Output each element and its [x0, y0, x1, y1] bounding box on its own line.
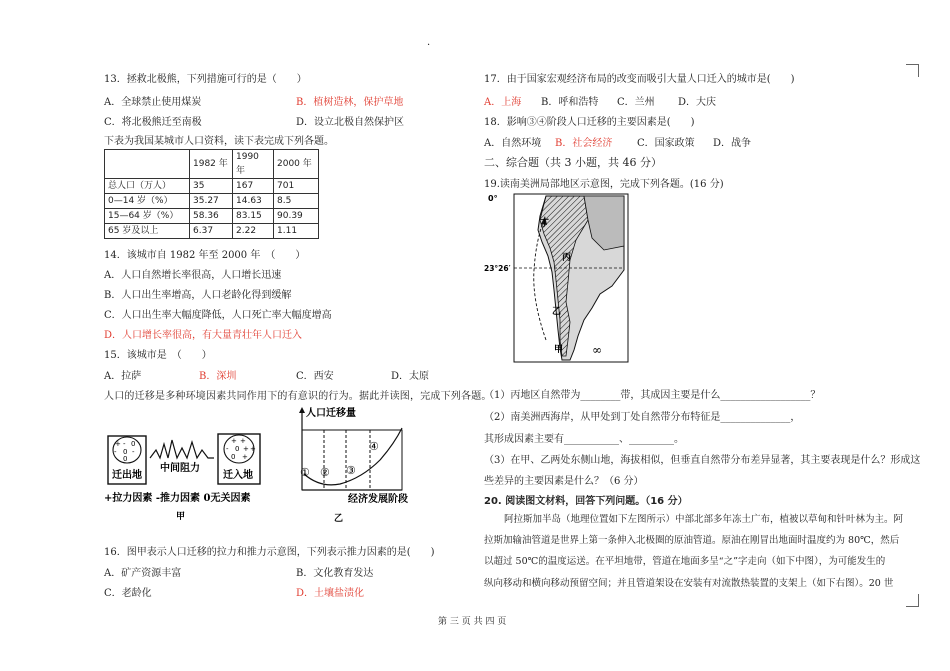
q19-part-3b: 些差异的主要因素是什么？（6 分） [484, 476, 644, 487]
table-intro: 下表为我国某城市人口资料，读下表完成下列各题。 [104, 136, 334, 147]
table-cell: 1.11 [274, 224, 319, 239]
in-sign: 0 [235, 445, 240, 453]
table-cell: 83.15 [233, 209, 274, 224]
fig-yi-caption: 乙 [334, 514, 344, 524]
q13-stem: 13．拯救北极熊，下列措施可行的是（ ） [104, 74, 307, 85]
q14-option-c[interactable]: C．人口出生率大幅度降低，人口死亡率大幅度增高 [104, 310, 332, 321]
out-sign: 0 [123, 455, 128, 463]
table-cell: 58.36 [190, 209, 233, 224]
out-sign: - [114, 448, 117, 456]
q16-stem: 16．图甲表示人口迁移的拉力和推力示意图，下列表示推力因素的是( ) [104, 547, 435, 558]
page-footer: 第 三 页 共 四 页 [438, 617, 507, 627]
q20-line-2: 拉斯加输油管道是世界上第一条伸入北极圈的原油管道。原油在刚冒出地面时温度约为 80℃，然后 [484, 535, 900, 546]
table-row [105, 194, 319, 209]
q17-option-b[interactable]: B．呼和浩特 [541, 97, 599, 108]
in-sign: + [243, 445, 249, 453]
label-bing: 丙 [562, 253, 572, 263]
q18-option-d[interactable]: D．战争 [713, 138, 752, 149]
in-sign: + [231, 437, 237, 445]
table-header-cell: 2000 年 [274, 150, 319, 179]
q15-option-b[interactable]: B．深圳 [199, 371, 237, 382]
fig-yi-xlabel: 经济发展阶段 [348, 494, 408, 505]
table-header-cell [105, 150, 190, 179]
table-cell: 8.5 [274, 194, 319, 209]
stage-label: ④ [369, 440, 379, 453]
out-area-label: 迁出地 [112, 470, 142, 481]
q17-option-c[interactable]: C．兰州 [617, 97, 655, 108]
q18-stem: 18．影响③④阶段人口迁移的主要因素是( ) [484, 117, 695, 128]
plot-frame [302, 430, 402, 490]
stage-label: ① [300, 466, 310, 479]
q17-option-a[interactable]: A．上海 [484, 97, 522, 108]
q16-option-c[interactable]: C．老龄化 [104, 588, 152, 599]
in-sign: 0 [231, 453, 236, 461]
figure-jia [104, 426, 284, 522]
q17-option-d[interactable]: D．大庆 [678, 97, 717, 108]
q15-option-d[interactable]: D．太原 [391, 371, 430, 382]
q19-stem: 19.读南美洲局部地区示意图，完成下列各题。(16 分) [484, 179, 724, 190]
q16-option-a[interactable]: A．矿产资源丰富 [104, 568, 182, 579]
table-row [105, 179, 319, 194]
table-cell: 167 [233, 179, 274, 194]
label-infinity: ∞ [592, 343, 602, 357]
q19-part-1: （1）丙地区自然带为________带，其成因主要是什么__________________？ [484, 390, 821, 401]
in-area-label: 迁入地 [223, 470, 253, 481]
table-row [105, 224, 319, 239]
q16-option-d[interactable]: D．土壤盐渍化 [296, 588, 365, 599]
table-cell: 14.63 [233, 194, 274, 209]
in-sign: + [250, 445, 256, 453]
q16-option-b[interactable]: B．文化教育发达 [296, 568, 374, 579]
frame-corner-top-right [906, 64, 919, 77]
q14-option-d[interactable]: D．人口增长率很高，有大量青壮年人口迁入 [104, 330, 303, 341]
in-sign: + [242, 453, 248, 461]
frame-corner-bottom-right [906, 594, 919, 607]
in-sign: - [226, 445, 229, 453]
q19-part-2: （2）南美洲西海岸，从甲处到丁处自然带分布特征是______________， [484, 412, 801, 423]
in-sign: + [240, 437, 246, 445]
table-cell: 总人口（万人） [105, 179, 190, 194]
table-cell: 701 [274, 179, 319, 194]
q17-stem: 17．由于国家宏观经济布局的改变而吸引大量人口迁入的城市是( ) [484, 74, 795, 85]
label-ding: 丁 [540, 219, 550, 229]
q15-option-a[interactable]: A．拉萨 [104, 371, 142, 382]
table-cell: 0—14 岁（%） [105, 194, 190, 209]
q13-option-a[interactable]: A．全球禁止使用煤炭 [104, 97, 202, 108]
table-row [105, 209, 319, 224]
y-axis-arrow [299, 407, 305, 413]
q13-option-d[interactable]: D．设立北极自然保护区 [296, 117, 405, 128]
q20-stem: 20. 阅读图文材料，回答下列问题。（16 分） [484, 496, 688, 507]
fig-jia-legend: +拉力因素 -推力因素 0无关因素 [104, 493, 251, 504]
section-2-heading: 二、综合题（共 3 小题，共 46 分） [484, 156, 662, 169]
q14-option-b[interactable]: B．人口出生率增高，人口老龄化得到缓解 [104, 290, 292, 301]
lat-equator-label: 0° [488, 194, 498, 203]
q13-option-c[interactable]: C．将北极熊迁至南极 [104, 117, 202, 128]
stage-label: ③ [346, 464, 356, 477]
fig-yi-ylabel: 人口迁移量 [306, 408, 356, 419]
south-america-map [484, 190, 634, 366]
q18-option-b[interactable]: B．社会经济 [555, 138, 613, 149]
out-sign: - [132, 448, 135, 456]
figure-yi [290, 404, 418, 524]
out-sign: - [123, 440, 126, 448]
q18-option-a[interactable]: A．自然环境 [484, 138, 542, 149]
table-cell: 35 [190, 179, 233, 194]
q19-part-3: （3）在甲、乙两处东侧山地，海拔相似，但垂直自然带分布差异显著，其主要表现是什么？形成这 [484, 455, 921, 466]
top-mark: · [427, 40, 431, 51]
table-header-cell: 1982 年 [190, 150, 233, 179]
q20-line-4: 纵向移动和横向移动预留空间；并且管道架设在安装有对流散热装置的支架上（如下右图）。20 世 [484, 578, 894, 589]
q13-option-b[interactable]: B．植树造林，保护草地 [296, 97, 404, 108]
table-cell: 2.22 [233, 224, 274, 239]
table-cell: 65 岁及以上 [105, 224, 190, 239]
middle-obstacle-label: 中间阻力 [160, 463, 200, 474]
table-cell: 90.39 [274, 209, 319, 224]
table-cell: 35.27 [190, 194, 233, 209]
label-jia: 甲 [554, 345, 564, 355]
fig-jia-caption: 甲 [176, 512, 186, 522]
table-cell: 6.37 [190, 224, 233, 239]
q15-option-c[interactable]: C．西安 [296, 371, 334, 382]
out-sign: 0 [131, 440, 136, 448]
middle-obstacle-mountains [150, 440, 214, 458]
population-table [104, 149, 319, 239]
migration-intro: 人口的迁移是多种环境因素共同作用下的有意识的行为。据此并读图，完成下列各题。 [104, 391, 492, 402]
out-sign: 0 [123, 448, 128, 456]
table-header-row [105, 150, 319, 179]
table-header-cell: 1990 年 [233, 150, 274, 179]
out-sign: + [115, 440, 121, 448]
q20-line-3: 以超过 50℃的温度运送。在平坦地带，管道在地面多呈“之”字走向（如下中图），为可能发生的 [484, 556, 886, 567]
stage-label: ② [320, 466, 330, 479]
q14-stem: 14．该城市自 1982 年至 2000 年 （ ） [104, 250, 306, 261]
table-cell: 15—64 岁（%） [105, 209, 190, 224]
q19-part-2b: 其形成因素主要有___________、_________。 [484, 434, 684, 445]
lat-tropic-label: 23°26′ [484, 264, 511, 273]
q18-option-c[interactable]: C．国家政策 [637, 138, 695, 149]
q14-option-a[interactable]: A．人口自然增长率很高，人口增长迅速 [104, 270, 282, 281]
q15-stem: 15．该城市是 （ ） [104, 350, 212, 361]
label-yi: 乙 [552, 307, 562, 317]
q20-line-1: 阿拉斯加半岛（地理位置如下左图所示）中部北部多年冻土广布，植被以草甸和针叶林为主。阿 [504, 514, 904, 525]
